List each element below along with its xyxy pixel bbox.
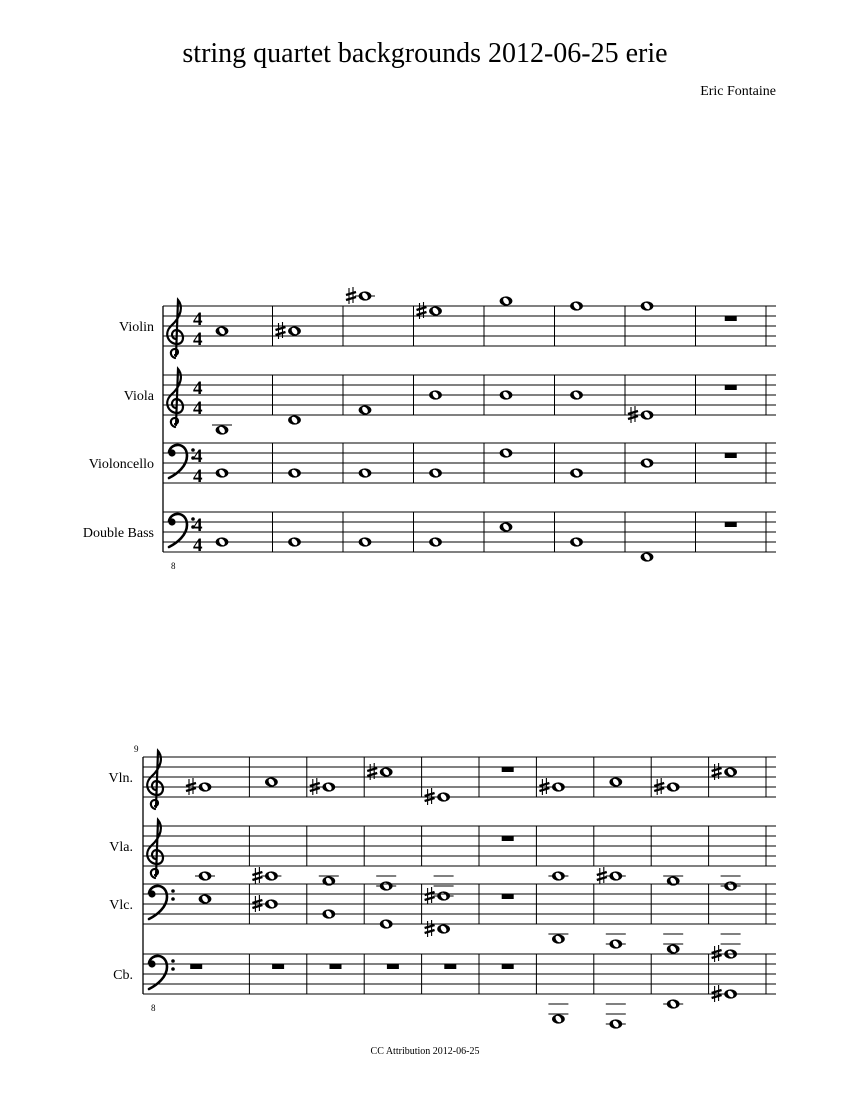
time-signature-top: 4 <box>193 515 203 536</box>
staff-1-2 <box>124 369 776 435</box>
instrument-label: Vlc. <box>109 898 133 913</box>
treble-clef-icon <box>167 369 183 427</box>
bass-clef-dot <box>148 960 155 967</box>
sharp-accidental-icon <box>425 925 435 933</box>
sharp-accidental-icon <box>600 867 604 884</box>
time-signature-top: 4 <box>193 446 203 467</box>
sharp-accidental-icon <box>428 920 432 937</box>
bass-clef-dot <box>148 890 155 897</box>
whole-rest-icon <box>502 964 514 969</box>
bass-clef-dot <box>171 897 175 901</box>
staff-1-1 <box>119 287 776 358</box>
sharp-accidental-icon <box>428 887 432 904</box>
sharp-accidental-icon <box>425 892 435 900</box>
instrument-label: Violoncello <box>88 457 154 472</box>
staff-1-3 <box>89 443 776 487</box>
sharp-accidental-icon <box>542 778 546 795</box>
sharp-accidental-icon <box>428 788 432 805</box>
sharp-accidental-icon <box>349 287 353 304</box>
whole-rest-icon <box>502 836 514 841</box>
time-signature-top: 4 <box>193 309 203 330</box>
bass-clef-dot <box>168 449 175 456</box>
system-1 <box>83 287 776 571</box>
whole-rest-icon <box>725 316 737 321</box>
whole-rest-icon <box>387 964 399 969</box>
sharp-accidental-icon <box>346 292 356 300</box>
sharp-accidental-icon <box>313 778 317 795</box>
sharp-accidental-icon <box>657 778 661 795</box>
system-2 <box>109 744 777 1029</box>
sharp-accidental-icon <box>279 322 283 339</box>
measure-number: 9 <box>134 744 139 754</box>
octave-eight-marker: 8 <box>151 1003 156 1013</box>
sharp-accidental-icon <box>367 768 377 776</box>
copyright-footer: CC Attribution 2012-06-25 <box>370 1046 480 1057</box>
sharp-accidental-icon <box>276 327 286 335</box>
composer-name: Eric Fontaine <box>700 84 776 99</box>
staff-2-2 <box>109 820 776 904</box>
whole-rest-icon <box>725 522 737 527</box>
sharp-accidental-icon <box>597 872 607 880</box>
treble-clef-icon <box>147 820 163 878</box>
bass-clef-dot <box>171 959 175 963</box>
whole-rest-icon <box>444 964 456 969</box>
sharp-accidental-icon <box>255 867 259 884</box>
sharp-accidental-icon <box>631 406 635 423</box>
whole-rest-icon <box>725 385 737 390</box>
bass-clef-dot <box>171 889 175 893</box>
whole-rest-icon <box>330 964 342 969</box>
instrument-label: Violin <box>119 320 154 335</box>
instrument-label: Double Bass <box>82 526 154 541</box>
sharp-accidental-icon <box>715 945 719 962</box>
sharp-accidental-icon <box>252 872 262 880</box>
bass-clef-dot <box>168 518 175 525</box>
sharp-accidental-icon <box>189 778 193 795</box>
time-signature-bottom: 4 <box>193 398 203 419</box>
instrument-label: Viola <box>123 389 154 404</box>
whole-rest-icon <box>502 894 514 899</box>
time-signature-bottom: 4 <box>193 466 203 487</box>
bass-clef-dot <box>171 967 175 971</box>
whole-rest-icon <box>502 767 514 772</box>
staff-2-4 <box>113 954 776 1029</box>
whole-rest-icon <box>272 964 284 969</box>
treble-clef-icon <box>147 751 163 809</box>
time-signature-top: 4 <box>193 378 203 399</box>
sharp-accidental-icon <box>420 302 424 319</box>
instrument-label: Vln. <box>108 771 133 786</box>
score-title: string quartet backgrounds 2012-06-25 erie <box>182 38 668 69</box>
sharp-accidental-icon <box>417 307 427 315</box>
instrument-label: Cb. <box>113 968 133 983</box>
staff-2-1 <box>109 751 777 809</box>
time-signature-bottom: 4 <box>193 535 203 556</box>
sharp-accidental-icon <box>255 895 259 912</box>
time-signature-bottom: 4 <box>193 329 203 350</box>
octave-eight-marker: 8 <box>171 561 176 571</box>
whole-rest-icon <box>725 453 737 458</box>
instrument-label: Vla. <box>109 840 133 855</box>
whole-rest-icon <box>190 964 202 969</box>
treble-clef-icon <box>167 300 183 358</box>
sharp-accidental-icon <box>712 768 722 776</box>
sharp-accidental-icon <box>715 985 719 1002</box>
staff-1-4 <box>83 512 776 571</box>
